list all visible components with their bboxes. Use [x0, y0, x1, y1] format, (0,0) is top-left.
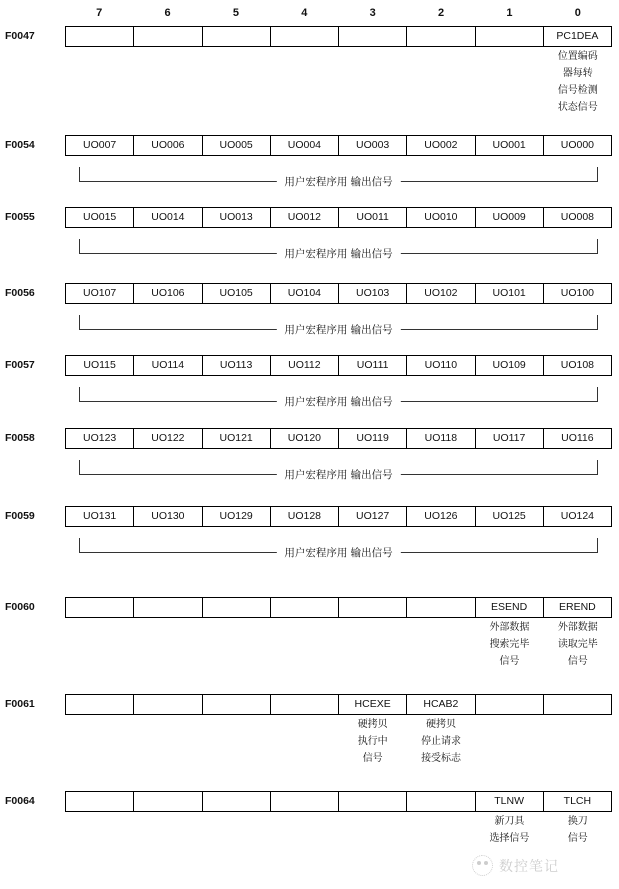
bit-description	[270, 619, 338, 670]
bit-cell-UO109: UO109	[476, 356, 544, 375]
bit-cell-empty	[271, 792, 339, 811]
bit-description	[407, 48, 475, 116]
bit-cell-UO006: UO006	[134, 136, 202, 155]
bit-description	[544, 716, 612, 767]
bit-number-3: 3	[369, 7, 376, 19]
bit-description	[65, 813, 133, 847]
bit-table	[65, 597, 612, 618]
bit-table	[65, 791, 612, 812]
bit-cell-UO103: UO103	[339, 284, 407, 303]
bit-description-line: 信号	[362, 753, 383, 764]
bit-cell-empty	[407, 27, 475, 46]
bit-number-6: 6	[164, 7, 171, 19]
bit-number-4: 4	[301, 7, 308, 19]
bit-cell-empty	[66, 695, 134, 714]
bit-cell-UO107: UO107	[66, 284, 134, 303]
bit-cell-empty	[66, 792, 134, 811]
bracket-right-tick	[597, 167, 598, 182]
bit-description-strip	[65, 48, 612, 116]
bit-description	[475, 48, 543, 116]
bracket-left-tick	[79, 239, 80, 254]
group-bracket	[79, 236, 598, 260]
watermark-text: 数控笔记	[499, 858, 559, 875]
bit-table	[65, 207, 612, 228]
bit-cell-UO110: UO110	[407, 356, 475, 375]
register-address-label: F0064	[5, 795, 35, 807]
bit-cell-empty	[134, 598, 202, 617]
bit-description	[339, 716, 407, 767]
bit-description	[407, 619, 475, 670]
bit-description	[202, 619, 270, 670]
bit-cell-UO124: UO124	[560, 510, 595, 522]
bit-cell-empty	[476, 27, 544, 46]
register-address-label: F0057	[5, 359, 35, 371]
bit-cell-UO102: UO102	[407, 284, 475, 303]
bit-description	[475, 716, 543, 767]
bit-number-header	[65, 5, 612, 21]
bit-cell-UO113: UO113	[203, 356, 271, 375]
bit-cell-UO015: UO015	[66, 208, 134, 227]
bracket-label: 用户宏程序用 输出信号	[276, 175, 400, 190]
bit-cell-UO106: UO106	[134, 284, 202, 303]
bit-description	[270, 716, 338, 767]
bit-description	[202, 48, 270, 116]
bit-table	[65, 428, 612, 449]
bit-description	[270, 48, 338, 116]
bit-description	[339, 48, 407, 116]
register-address-label: F0055	[5, 211, 35, 223]
bit-description	[544, 619, 612, 670]
bit-cell-UO130: UO130	[134, 507, 202, 526]
bit-cell-UO115: UO115	[66, 356, 134, 375]
group-bracket	[79, 535, 598, 559]
bit-cell-UO129: UO129	[203, 507, 271, 526]
bit-cell-empty	[203, 792, 271, 811]
bit-cell-UO126: UO126	[407, 507, 475, 526]
bit-cell-UO004: UO004	[271, 136, 339, 155]
group-bracket	[79, 384, 598, 408]
bit-description	[407, 813, 475, 847]
bit-description-line: 搜索完毕	[489, 639, 530, 650]
circle-logo-icon	[472, 855, 493, 876]
bit-cell-UO127: UO127	[339, 507, 407, 526]
bit-description	[475, 619, 543, 670]
bit-cell-UO011: UO011	[339, 208, 407, 227]
bit-description-strip	[65, 716, 612, 767]
bracket-left-tick	[79, 167, 80, 182]
bit-description	[133, 619, 201, 670]
bit-cell-empty	[476, 695, 544, 714]
bit-cell-empty	[339, 27, 407, 46]
bit-table	[65, 506, 612, 527]
bracket-left-tick	[79, 315, 80, 330]
bit-description-line: 器每转	[562, 68, 593, 79]
register-address-label: F0059	[5, 510, 35, 522]
bit-number-7: 7	[96, 7, 103, 19]
bit-description	[133, 48, 201, 116]
bit-cell-ESEND: ESEND	[476, 598, 544, 617]
bit-cell-empty	[134, 792, 202, 811]
bracket-left-tick	[79, 460, 80, 475]
bit-description	[407, 716, 475, 767]
bit-cell-UO010: UO010	[407, 208, 475, 227]
bit-cell-UO105: UO105	[203, 284, 271, 303]
bit-description-line: 信号	[567, 656, 588, 667]
bit-cell-UO013: UO013	[203, 208, 271, 227]
bit-description-line: 位置编码	[557, 51, 598, 62]
bit-cell-UO005: UO005	[203, 136, 271, 155]
bit-cell-EREND: EREND	[558, 601, 596, 613]
bit-cell-empty	[134, 695, 202, 714]
bit-cell-empty	[66, 27, 134, 46]
bit-description-line: 接受标志	[421, 753, 462, 764]
bracket-right-tick	[597, 460, 598, 475]
bit-description-line: 状态信号	[557, 102, 598, 113]
bit-cell-UO007: UO007	[66, 136, 134, 155]
bit-cell-UO100: UO100	[560, 287, 595, 299]
bit-cell-UO101: UO101	[476, 284, 544, 303]
bit-description-line: 执行中	[357, 736, 388, 747]
bracket-label: 用户宏程序用 输出信号	[276, 546, 400, 561]
bit-cell-UO108: UO108	[560, 359, 595, 371]
bit-cell-UO119: UO119	[339, 429, 407, 448]
register-address-label: F0058	[5, 432, 35, 444]
bit-description	[133, 716, 201, 767]
bit-cell-empty	[407, 792, 475, 811]
register-address-label: F0054	[5, 139, 35, 151]
bit-description-line: 读取完毕	[557, 639, 598, 650]
bracket-right-tick	[597, 315, 598, 330]
bit-cell-PC1DEA: PC1DEA	[556, 30, 599, 42]
bit-description-line: 停止请求	[421, 736, 462, 747]
bracket-label: 用户宏程序用 输出信号	[276, 247, 400, 262]
bit-cell-empty	[339, 598, 407, 617]
register-address-label: F0060	[5, 601, 35, 613]
bit-cell-UO104: UO104	[271, 284, 339, 303]
bit-cell-empty	[134, 27, 202, 46]
bit-cell-UO012: UO012	[271, 208, 339, 227]
bit-table	[65, 355, 612, 376]
bracket-left-tick	[79, 538, 80, 553]
bit-cell-UO002: UO002	[407, 136, 475, 155]
bracket-label: 用户宏程序用 输出信号	[276, 323, 400, 338]
bit-description-line: 信号	[567, 833, 588, 844]
bit-cell-empty	[544, 695, 611, 714]
bit-cell-UO003: UO003	[339, 136, 407, 155]
bit-cell-UO117: UO117	[476, 429, 544, 448]
bit-description	[475, 813, 543, 847]
bit-cell-empty	[271, 27, 339, 46]
bit-cell-empty	[271, 695, 339, 714]
bit-description	[65, 619, 133, 670]
bit-description	[339, 619, 407, 670]
bit-description	[544, 48, 612, 116]
bit-cell-UO111: UO111	[339, 356, 407, 375]
bracket-label: 用户宏程序用 输出信号	[276, 395, 400, 410]
bit-description-line: 选择信号	[489, 833, 530, 844]
bit-cell-empty	[407, 598, 475, 617]
bit-cell-UO131: UO131	[66, 507, 134, 526]
bit-cell-empty	[203, 598, 271, 617]
bit-description-line: 外部数据	[557, 622, 598, 633]
register-address-label: F0056	[5, 287, 35, 299]
bit-cell-TLCH: TLCH	[563, 795, 592, 807]
bracket-right-tick	[597, 387, 598, 402]
bit-description-line: 换刀	[567, 816, 588, 827]
bracket-right-tick	[597, 538, 598, 553]
bit-description	[202, 813, 270, 847]
watermark	[472, 855, 559, 876]
bit-description-line: 硬拷贝	[357, 719, 388, 730]
bit-description-line: 新刀具	[494, 816, 525, 827]
group-bracket	[79, 164, 598, 188]
bit-cell-empty	[203, 27, 271, 46]
bit-description-line: 信号检测	[557, 85, 598, 96]
bit-cell-UO000: UO000	[560, 139, 595, 151]
bit-description	[544, 813, 612, 847]
bit-number-1: 1	[506, 7, 513, 19]
bit-cell-UO120: UO120	[271, 429, 339, 448]
bit-cell-TLNW: TLNW	[476, 792, 544, 811]
bit-description-line: 外部数据	[489, 622, 530, 633]
bracket-right-tick	[597, 239, 598, 254]
bit-cell-UO123: UO123	[66, 429, 134, 448]
bit-cell-UO118: UO118	[407, 429, 475, 448]
bit-cell-UO008: UO008	[560, 211, 595, 223]
register-address-label: F0061	[5, 698, 35, 710]
bit-table	[65, 26, 612, 47]
bit-description	[202, 716, 270, 767]
register-address-label: F0047	[5, 30, 35, 42]
bit-description-strip	[65, 619, 612, 670]
bit-description-strip	[65, 813, 612, 847]
bracket-label: 用户宏程序用 输出信号	[276, 468, 400, 483]
bit-cell-HCAB2: HCAB2	[407, 695, 475, 714]
bit-table	[65, 135, 612, 156]
bit-cell-UO009: UO009	[476, 208, 544, 227]
group-bracket	[79, 457, 598, 481]
bit-cell-UO112: UO112	[271, 356, 339, 375]
bit-cell-UO014: UO014	[134, 208, 202, 227]
bit-cell-empty	[271, 598, 339, 617]
bit-number-2: 2	[438, 7, 445, 19]
group-bracket	[79, 312, 598, 336]
bit-number-0: 0	[574, 7, 581, 19]
bit-cell-UO114: UO114	[134, 356, 202, 375]
bit-description	[270, 813, 338, 847]
bit-cell-HCEXE: HCEXE	[339, 695, 407, 714]
bit-description-line: 硬拷贝	[426, 719, 457, 730]
bit-description	[339, 813, 407, 847]
bit-cell-UO001: UO001	[476, 136, 544, 155]
bit-table	[65, 694, 612, 715]
bit-description	[65, 716, 133, 767]
bit-table	[65, 283, 612, 304]
bit-cell-UO121: UO121	[203, 429, 271, 448]
bit-cell-UO128: UO128	[271, 507, 339, 526]
bit-cell-empty	[203, 695, 271, 714]
bracket-left-tick	[79, 387, 80, 402]
bit-description	[133, 813, 201, 847]
bit-description-line: 信号	[499, 656, 520, 667]
bit-number-5: 5	[232, 7, 239, 19]
bit-cell-UO122: UO122	[134, 429, 202, 448]
bit-cell-empty	[66, 598, 134, 617]
bit-cell-UO116: UO116	[561, 432, 594, 444]
bit-cell-empty	[339, 792, 407, 811]
bit-description	[65, 48, 133, 116]
bit-cell-UO125: UO125	[476, 507, 544, 526]
